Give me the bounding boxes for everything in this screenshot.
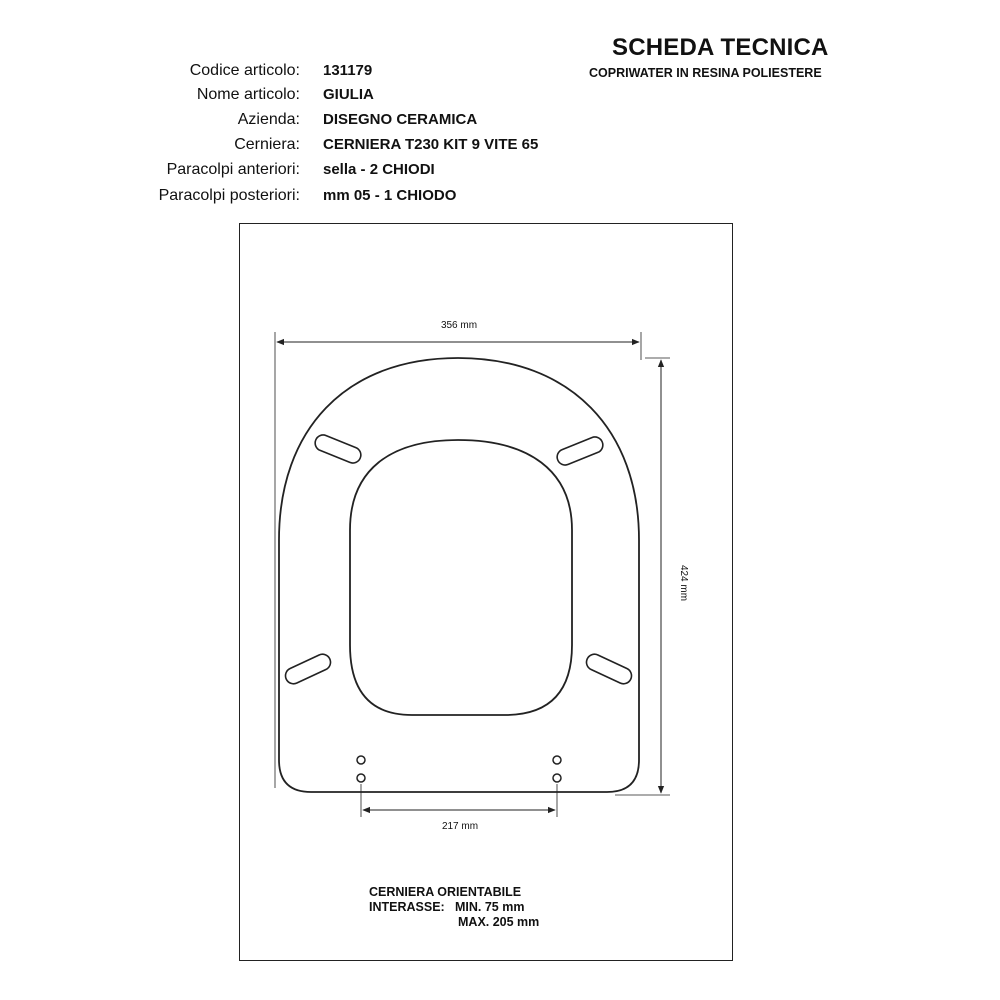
- bumper-slot-top-right: [555, 435, 605, 468]
- hinge-hole: [357, 774, 365, 782]
- spec-label: Nome articolo:: [196, 86, 300, 103]
- notes-row: [369, 885, 521, 900]
- spec-value: DISEGNO CERAMICA: [323, 111, 478, 128]
- hinge-hole: [553, 774, 561, 782]
- bumper-slot-bottom-right: [584, 652, 634, 687]
- spec-label: Cerniera:: [234, 136, 300, 153]
- notes-interasse-max: MAX. 205 mm: [458, 915, 540, 929]
- seat-opening: [350, 440, 572, 715]
- spec-value: mm 05 - 1 CHIODO: [323, 187, 457, 204]
- spec-label: Paracolpi posteriori:: [158, 187, 300, 204]
- hinge-notes: [369, 885, 540, 930]
- bumper-slot-top-left: [313, 433, 363, 466]
- spec-value: 131179: [323, 62, 373, 79]
- height-dimension-label: 424 mm: [678, 564, 689, 602]
- header-title: SCHEDA TECNICA: [612, 34, 829, 61]
- hinge-dimension-label: 217 mm: [441, 821, 479, 832]
- notes-hinge-type: CERNIERA ORIENTABILE: [369, 885, 522, 899]
- bumper-slot-bottom-left: [283, 652, 333, 687]
- spec-label: Codice articolo:: [189, 62, 300, 79]
- hinge-hole: [553, 756, 561, 764]
- notes-interasse-min: MIN. 75 mm: [455, 900, 525, 914]
- header-subtitle: COPRIWATER IN RESINA POLIESTERE: [589, 66, 822, 80]
- width-dimension-label: 356 mm: [440, 320, 478, 331]
- notes-row: [369, 900, 525, 915]
- spec-value: CERNIERA T230 KIT 9 VITE 65: [323, 136, 539, 153]
- spec-value: GIULIA: [323, 86, 374, 103]
- notes-row: [369, 915, 540, 930]
- seat-outline: [279, 358, 639, 792]
- hinge-hole: [357, 756, 365, 764]
- spec-label: Paracolpi anteriori:: [166, 161, 300, 178]
- spec-value: sella - 2 CHIODI: [323, 161, 435, 178]
- notes-interasse-label: INTERASSE:: [369, 900, 445, 914]
- spec-label: Azienda:: [237, 111, 300, 128]
